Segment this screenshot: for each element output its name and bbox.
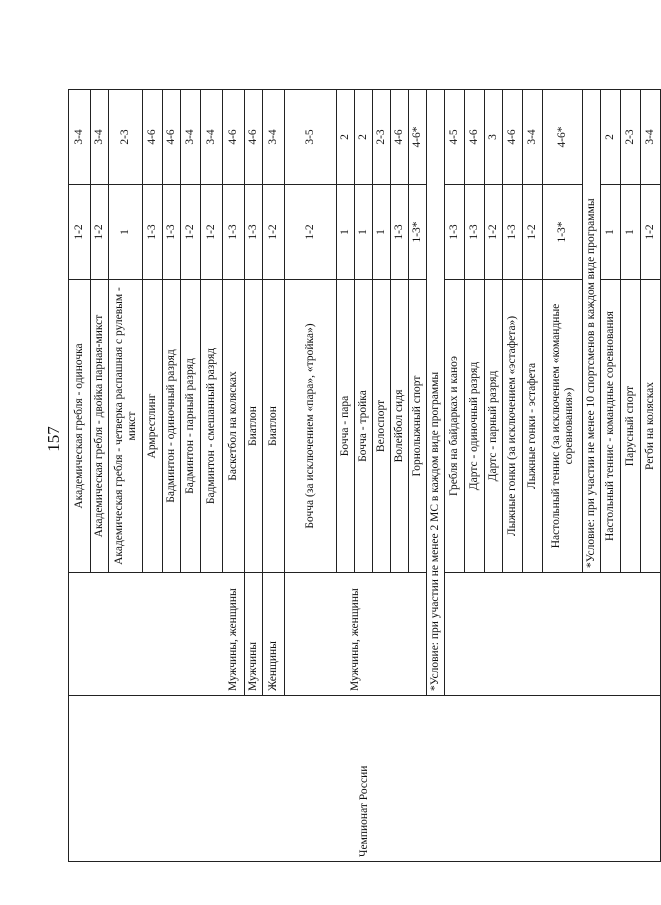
class-cell: 4-6 bbox=[163, 90, 181, 185]
class-cell: 3-5 bbox=[285, 90, 337, 185]
class-cell: 4-5 bbox=[445, 90, 465, 185]
gender-group: Женщины bbox=[263, 573, 285, 696]
class-cell: 3 bbox=[485, 90, 503, 185]
condition-note: *Условие: при участии не менее 10 спортсменов в каждом виде программы bbox=[583, 90, 601, 573]
sports-table bbox=[68, 89, 661, 862]
discipline-cell: Бочча - пара bbox=[337, 280, 355, 573]
places-cell: 1-3 bbox=[391, 185, 409, 280]
class-cell: 3-4 bbox=[69, 90, 91, 185]
discipline-cell: Биатлон bbox=[263, 280, 285, 573]
discipline-cell: Бочча - тройка bbox=[355, 280, 373, 573]
discipline-cell: Армрестлинг bbox=[143, 280, 163, 573]
places-cell: 1-2 bbox=[285, 185, 337, 280]
places-cell: 1 bbox=[621, 185, 641, 280]
discipline-cell: Бадминтон - одиночный разряд bbox=[163, 280, 181, 573]
discipline-cell: Баскетбол на колясках bbox=[223, 280, 245, 573]
event-cell: Чемпионат России bbox=[69, 696, 661, 862]
discipline-cell: Регби на колясках bbox=[641, 280, 661, 573]
condition-note: *Условие: при участии не менее 2 МС в каждом виде программы bbox=[427, 90, 445, 696]
discipline-cell: Лыжные гонки (за исключением «эстафета») bbox=[503, 280, 523, 573]
places-cell: 1 bbox=[355, 185, 373, 280]
discipline-cell: Горнолыжный спорт bbox=[409, 280, 427, 573]
class-cell: 2-3 bbox=[621, 90, 641, 185]
places-cell: 1-3* bbox=[543, 185, 583, 280]
class-cell: 3-4 bbox=[181, 90, 201, 185]
class-cell: 3-4 bbox=[201, 90, 223, 185]
class-cell: 4-6 bbox=[391, 90, 409, 185]
discipline-cell: Парусный спорт bbox=[621, 280, 641, 573]
rotated-table-wrapper bbox=[68, 90, 656, 862]
page-number: 157 bbox=[44, 426, 63, 452]
places-cell: 1-2 bbox=[263, 185, 285, 280]
places-cell: 1-2 bbox=[69, 185, 91, 280]
discipline-cell: Настольный теннис (за исключением «командные соревнования») bbox=[543, 280, 583, 573]
discipline-cell: Гребля на байдарках и каноэ bbox=[445, 280, 465, 573]
class-cell: 2 bbox=[337, 90, 355, 185]
places-cell: 1-2 bbox=[641, 185, 661, 280]
gender-group: Мужчины, женщины bbox=[285, 573, 427, 696]
places-cell: 1-3 bbox=[465, 185, 485, 280]
places-cell: 1-2 bbox=[523, 185, 543, 280]
places-cell: 1 bbox=[109, 185, 143, 280]
discipline-cell: Волейбол сидя bbox=[391, 280, 409, 573]
class-cell: 2-3 bbox=[109, 90, 143, 185]
class-cell: 2-3 bbox=[373, 90, 391, 185]
gender-group: Мужчины bbox=[245, 573, 263, 696]
places-cell: 1-2 bbox=[91, 185, 109, 280]
discipline-cell: Настольный теннис - командные соревнования bbox=[601, 280, 621, 573]
places-cell: 1-3 bbox=[163, 185, 181, 280]
class-cell: 4-6 bbox=[503, 90, 523, 185]
places-cell: 1-2 bbox=[201, 185, 223, 280]
places-cell: 1 bbox=[373, 185, 391, 280]
class-cell: 3-4 bbox=[641, 90, 661, 185]
places-cell: 1 bbox=[601, 185, 621, 280]
places-cell: 1-3 bbox=[503, 185, 523, 280]
places-cell: 1-3 bbox=[223, 185, 245, 280]
places-cell: 1-2 bbox=[181, 185, 201, 280]
gender-group: Мужчины, женщины bbox=[69, 573, 245, 696]
places-cell: 1-3 bbox=[143, 185, 163, 280]
class-cell: 3-4 bbox=[91, 90, 109, 185]
discipline-cell: Биатлон bbox=[245, 280, 263, 573]
discipline-cell: Академическая гребля - четверка распашная с рулевым - микст bbox=[109, 280, 143, 573]
places-cell: 1 bbox=[337, 185, 355, 280]
discipline-cell: Бадминтон - смешанный разряд bbox=[201, 280, 223, 573]
gender-group-empty bbox=[445, 573, 661, 696]
class-cell: 4-6 bbox=[245, 90, 263, 185]
class-cell: 4-6 bbox=[143, 90, 163, 185]
discipline-cell: Академическая гребля - двойка парная-микст bbox=[91, 280, 109, 573]
discipline-cell: Бочча (за исключением «пара», «тройка») bbox=[285, 280, 337, 573]
class-cell: 2 bbox=[601, 90, 621, 185]
class-cell: 3-4 bbox=[523, 90, 543, 185]
class-cell: 3-4 bbox=[263, 90, 285, 185]
places-cell: 1-3 bbox=[245, 185, 263, 280]
discipline-cell: Академическая гребля - одиночка bbox=[69, 280, 91, 573]
discipline-cell: Дартс - одиночный разряд bbox=[465, 280, 485, 573]
discipline-cell: Дартс - парный разряд bbox=[485, 280, 503, 573]
places-cell: 1-3* bbox=[409, 185, 427, 280]
places-cell: 1-3 bbox=[445, 185, 465, 280]
class-cell: 4-6* bbox=[543, 90, 583, 185]
discipline-cell: Лыжные гонки - эстафета bbox=[523, 280, 543, 573]
class-cell: 4-6* bbox=[409, 90, 427, 185]
discipline-cell: Бадминтон - парный разряд bbox=[181, 280, 201, 573]
places-cell: 1-2 bbox=[485, 185, 503, 280]
discipline-cell: Велоспорт bbox=[373, 280, 391, 573]
class-cell: 4-6 bbox=[465, 90, 485, 185]
table-row bbox=[69, 90, 91, 862]
class-cell: 2 bbox=[355, 90, 373, 185]
class-cell: 4-6 bbox=[223, 90, 245, 185]
